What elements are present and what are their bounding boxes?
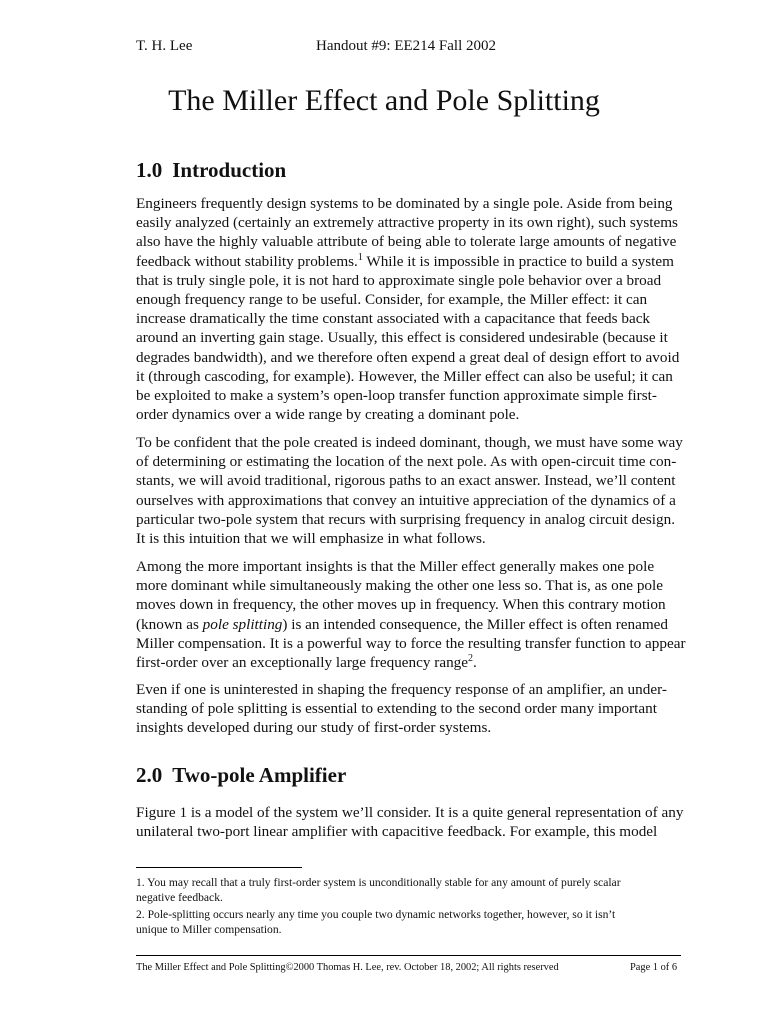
- text-line: it (through cascoding, for example). However, the Miller effect can also be useful; it can: [136, 367, 673, 385]
- page-number: Page 1 of 6: [630, 962, 678, 973]
- section-heading-two-pole-amplifier: [136, 763, 346, 788]
- text-line: more dominant while simultaneously making the other one less so. That is, as one pole: [136, 577, 663, 595]
- text-segment: .: [473, 654, 477, 672]
- text-line: be exploited to make a system’s open-loop transfer function approximate simple first-: [136, 387, 657, 405]
- text-line: Figure 1 is a model of the system we’ll consider. It is a quite general representation of any: [136, 804, 684, 821]
- text-line: insights developed during our study of first-order systems.: [136, 719, 492, 737]
- text-line: unique to Miller compensation.: [136, 923, 282, 937]
- text-line: Engineers frequently design systems to be dominated by a single pole. Aside from being: [136, 195, 673, 212]
- text-line: Even if one is uninterested in shaping the frequency response of an amplifier, an under-: [136, 681, 667, 698]
- footnote-ref-2: 2: [468, 653, 473, 665]
- text-line: 1. You may recall that a truly first-order system is unconditionally stable for any amount of purely scalar: [136, 876, 621, 889]
- text-line: that is truly single pole, it is not hard to approximate single pole behavior over a broad: [136, 271, 662, 289]
- footnote-2: [136, 907, 681, 938]
- text-line: It is this intuition that we will emphasize in what follows.: [136, 530, 486, 548]
- section-number: 1.0: [136, 158, 163, 182]
- text-segment: first-order over an exceptionally large frequency range: [136, 654, 468, 672]
- text-line: moves down in frequency, the other moves up in frequency. When this contrary motion: [136, 596, 666, 614]
- text-line: Among the more important insights is that the Miller effect generally makes one pole: [136, 558, 655, 575]
- text-line: [136, 653, 681, 672]
- text-line: order dynamics over a wide range by creating a dominant pole.: [136, 406, 520, 424]
- text-line: also have the highly valuable attribute of being able to tolerate large amounts of negative: [136, 233, 677, 251]
- text-line: around an inverting gain stage. Usually, this effect is considered undesirable (because it: [136, 329, 668, 347]
- paragraph-intro-3: [136, 557, 686, 672]
- text-segment: While it is impossible in practice to build a system: [362, 252, 674, 270]
- header-handout: Handout #9: EE214 Fall 2002: [316, 38, 496, 54]
- text-line: [136, 252, 681, 271]
- text-line: particular two-pole system that recurs with surprising frequency in analog circuit design.: [136, 510, 676, 528]
- section-number: 2.0: [136, 763, 163, 787]
- text-line: stants, we will avoid traditional, rigorous paths to an exact answer. Instead, we’ll content: [136, 472, 676, 490]
- text-segment: feedback without stability problems.: [136, 252, 358, 270]
- footnote-ref-1: 1: [357, 251, 363, 263]
- footer-divider: [136, 955, 681, 956]
- section-title: Two-pole Amplifier: [172, 763, 347, 787]
- text-line: degrades bandwidth), and we therefore often expend a great deal of design effort to avoid: [136, 348, 680, 366]
- footer-copyright: The Miller Effect and Pole Splitting©2000 Thomas H. Lee, rev. October 18, 2002; All rights reserved: [136, 962, 559, 973]
- footnote-divider: [136, 867, 302, 868]
- footnote-1: [136, 875, 681, 906]
- text-line: Miller compensation. It is a powerful way to force the resulting transfer function to appear: [136, 634, 686, 652]
- paragraph-two-pole-1: [136, 803, 684, 841]
- section-heading-introduction: [136, 158, 286, 183]
- italic-term: pole splitting: [202, 615, 283, 633]
- page-title: The Miller Effect and Pole Splitting: [168, 84, 600, 117]
- text-line: standing of pole splitting is essential to extending to the second order many important: [136, 700, 657, 718]
- text-line: increase dramatically the time constant associated with a capacitance that feeds back: [136, 310, 651, 328]
- text-segment: (known as: [136, 615, 203, 633]
- paragraph-intro-2: [136, 433, 681, 548]
- header-author: T. H. Lee: [136, 38, 193, 54]
- paragraph-intro-4: [136, 680, 681, 738]
- text-line: 2. Pole-splitting occurs nearly any time you couple two dynamic networks together, however, so it isn’t: [136, 908, 616, 921]
- text-line: enough frequency range to be useful. Consider, for example, the Miller effect: it can: [136, 291, 648, 309]
- section-title: Introduction: [172, 158, 287, 182]
- text-line: unilateral two-port linear amplifier with capacitive feedback. For example, this model: [136, 823, 658, 841]
- text-line: To be confident that the pole created is indeed dominant, though, we must have some way: [136, 434, 683, 451]
- text-line: [136, 615, 681, 634]
- text-segment: ) is an intended consequence, the Miller effect is often renamed: [282, 615, 668, 633]
- text-line: of determining or estimating the location of the next pole. As with open-circuit time con-: [136, 453, 677, 471]
- text-line: easily analyzed (certainly an extremely attractive property in its own right), such systems: [136, 214, 678, 232]
- paragraph-intro-1: [136, 194, 681, 424]
- text-line: ourselves with approximations that convey an intuitive appreciation of the dynamics of a: [136, 491, 676, 509]
- text-line: negative feedback.: [136, 891, 223, 905]
